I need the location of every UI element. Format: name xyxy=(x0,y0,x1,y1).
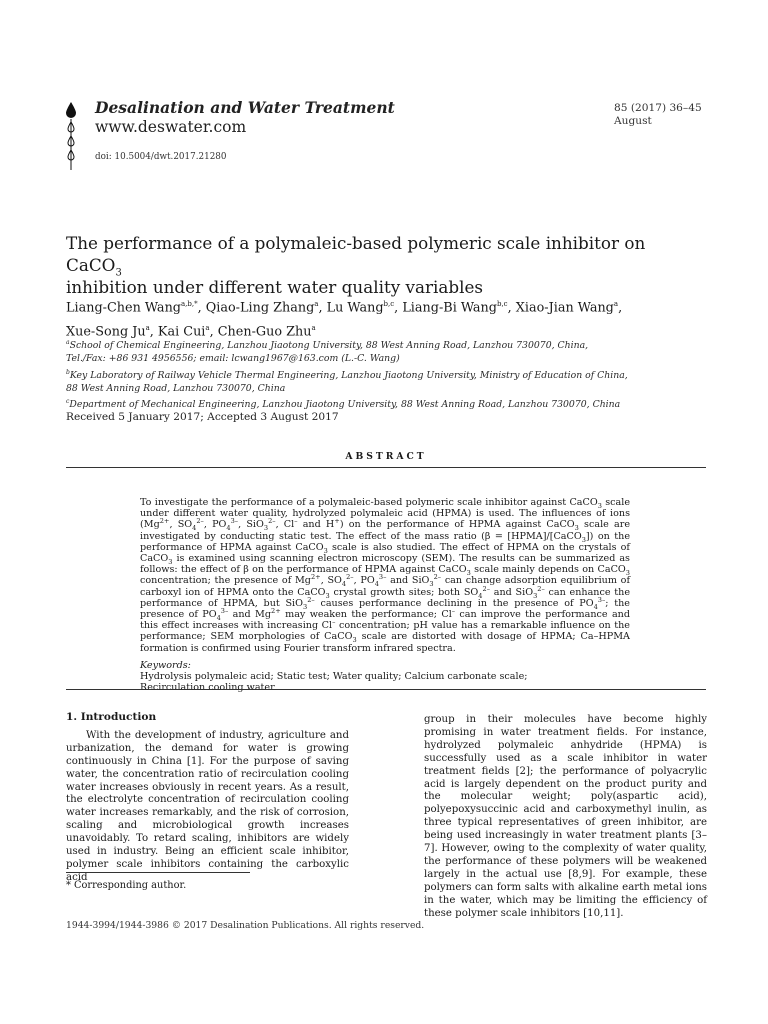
author-name: Lu Wang xyxy=(326,300,384,316)
affiliation-mark: c xyxy=(66,398,70,406)
author-affil-mark: a xyxy=(613,300,619,308)
paper-title xyxy=(66,232,706,298)
author-affil-mark: a xyxy=(311,324,316,333)
author-name: Liang-Bi Wang xyxy=(402,300,497,316)
author-affil-mark: a xyxy=(145,324,150,333)
abstract-bottom-rule xyxy=(66,689,706,690)
affiliation-b xyxy=(66,366,706,382)
abstract-heading: ABSTRACT xyxy=(345,451,427,462)
affiliation-text: Department of Mechanical Engineering, Lanzhou Jiaotong University, 88 West Anning Road, Lanzhou 730070, China xyxy=(69,399,621,411)
author-name: Kai Cui xyxy=(157,324,206,340)
abstract-body: To investigate the performance of a polymaleic-based polymeric scale inhibitor against CaCO$_3$ scale under different water quality, hydrolyzed polymaleic acid (HPMA) is used. The influences of ions ($Mg^{2+}$, $SO_4^{2-}$, $PO_4^{3-}$, SiO$_3^{2-}$, Cl– and H+) on the performance of HPMA against CaCO$_3$ scale are investigated by conducting static test. The effect of the mass ratio (β = [HPMA]/[CaCO$_3$]) on the performance of HPMA against CaCO$_3$ scale is also studied. The effect of HPMA on the crystals of CaCO$_3$ is examined using scanning electron microscopy (SEM). The results can be summarized as follows: the effect of β on the performance of HPMA against CaCO$_3$ scale mainly depends on CaCO$_3$ concentration; the presence of $Mg^{2+}$, $SO_4^{2-}$, $PO_4^{3-}$ and SiO$_3^{2-}$ can change adsorption equilibrium of carboxyl ion of HPMA onto the CaCO$_3$ crystal growth sites; both $SO_4^{2-}$ and SiO$_3^{2-}$ can enhance the performance of HPMA, but SiO$_3^{2-}$ causes performance declining in the presence of $PO_4^{3-}$; the presence of $PO_4^{3-}$ and $Mg^{2+}$ may weaken the performance; Cl– can improve the performance and this effect increases with increasing Cl– concentration; pH value has a remarkable influence on the performance; SEM morphologies of CaCO$_3$ scale are distorted with dosage of HPMA; Ca–HPMA formation is confirmed using Fourier transform infrared spectra. xyxy=(140,497,631,654)
title-line1: The performance of a polymaleic-based polymeric scale inhibitor on CaCO xyxy=(66,233,646,275)
body-left-column xyxy=(66,711,349,885)
author-affil-mark: b,c xyxy=(496,300,508,308)
intro-paragraph-right: group in their molecules have become highly promising in water treatment fields. For instance, hydrolyzed polymaleic anhydride (HPMA) is successfully used as a scale inhibitor in water treatment fields [2]; the performance of polyacrylic acid is largely dependent on the product purity and the molecular weight; poly(aspartic acid), polyepoxysuccinic acid and carboxymethyl inulin, as three typical representatives of green inhibitor, are being used increasingly in water treatment plants [3–7]. However, owing to the complexity of water quality, the performance of these polymers will be weakened largely in the actual use [8,9]. For example, these polymers can form salts with alkaline earth metal ions in the water, which may be limiting the efficiency of these polymer scale inhibitors [10,11]. xyxy=(424,714,707,919)
author-affil-mark: a xyxy=(314,300,319,308)
keywords-label: Keywords: xyxy=(140,660,191,671)
keywords-value: Hydrolysis polymaleic acid; Static test; Water quality; Calcium carbonate scale; Recirculation cooling water xyxy=(140,671,528,694)
section-heading: 1. Introduction xyxy=(66,711,157,723)
author-affil-mark: b,c xyxy=(383,300,395,308)
journal-website[interactable]: www.deswater.com xyxy=(95,118,247,136)
body-right-column xyxy=(424,714,707,921)
intro-paragraph-left: With the development of industry, agriculture and urbanization, the demand for water is growing continuously in China [1]. For the purpose of saving water, the concentration ratio of recirculation cooling water increases obviously in recent years. As a result, the electrolyte concentration of recirculation cooling water increases remarkably, and the risk of corrosion, scaling and microbiological growth increases unavoidably. To retard scaling, inhibitors are widely used in industry. Being an efficient scale inhibitor, polymer scale inhibitors containing the carboxylic acid xyxy=(66,729,349,883)
received-dates: Received 5 January 2017; Accepted 3 August 2017 xyxy=(66,411,339,423)
author-name: Chen-Guo Zhu xyxy=(217,324,312,340)
issue-month: August xyxy=(614,115,652,127)
copyright: 1944-3994/1944-3986 © 2017 Desalination Publications. All rights reserved. xyxy=(66,920,425,931)
title-line2: inhibition under different water quality variables xyxy=(66,277,484,297)
author-affil-mark: a xyxy=(205,324,210,333)
affiliation-a-contact: Tel./Fax: +86 931 4956556; email: lcwang1967@163.com (L.-C. Wang) xyxy=(66,353,400,365)
affiliation-mark: b xyxy=(66,368,70,376)
volume-info xyxy=(614,102,702,128)
affiliation-text: Key Laboratory of Railway Vehicle Thermal Engineering, Lanzhou Jiaotong University, Ministry of Education of China, xyxy=(69,369,628,381)
author-name: Liang-Chen Wang xyxy=(66,300,181,316)
journal-name: Desalination and Water Treatment xyxy=(95,98,395,117)
affiliations xyxy=(66,336,706,412)
doi[interactable]: doi: 10.5004/dwt.2017.21280 xyxy=(95,152,227,162)
volume-pages: 85 (2017) 36–45 xyxy=(614,102,702,114)
author-name: Qiao-Ling Zhang xyxy=(205,300,315,316)
affiliation-text: School of Chemical Engineering, Lanzhou Jiaotong University, 88 West Anning Road, Lanzhou 730070, China, xyxy=(69,340,589,352)
affiliation-c xyxy=(66,395,706,411)
water-drops-logo-icon xyxy=(64,100,78,172)
title-subscript: 3 xyxy=(115,267,122,279)
abstract-top-rule xyxy=(66,467,706,468)
affiliation-b-address: 88 West Anning Road, Lanzhou 730070, China xyxy=(66,383,286,395)
author-name: Xiao-Jian Wang xyxy=(515,300,614,316)
author-affil-mark: a,b,* xyxy=(181,300,198,308)
affiliation-mark: a xyxy=(66,339,70,346)
author-list: Liang-Chen Wang$^{a,b,*}$, Qiao-Ling Zhang$^a$, Lu Wang$^{b,c}$, Liang-Bi Wang$^{b,c}$, Xiao-Jian Wang$^a$, Xue-Song Ju$^a$, Kai Cui$^a$, Chen-Guo Zhu$^a$ xyxy=(66,300,623,340)
author-name: Xue-Song Ju xyxy=(66,324,146,340)
footnote-rule xyxy=(66,872,250,873)
footnote: * Corresponding author. xyxy=(66,880,187,891)
affiliation-a xyxy=(66,336,706,352)
